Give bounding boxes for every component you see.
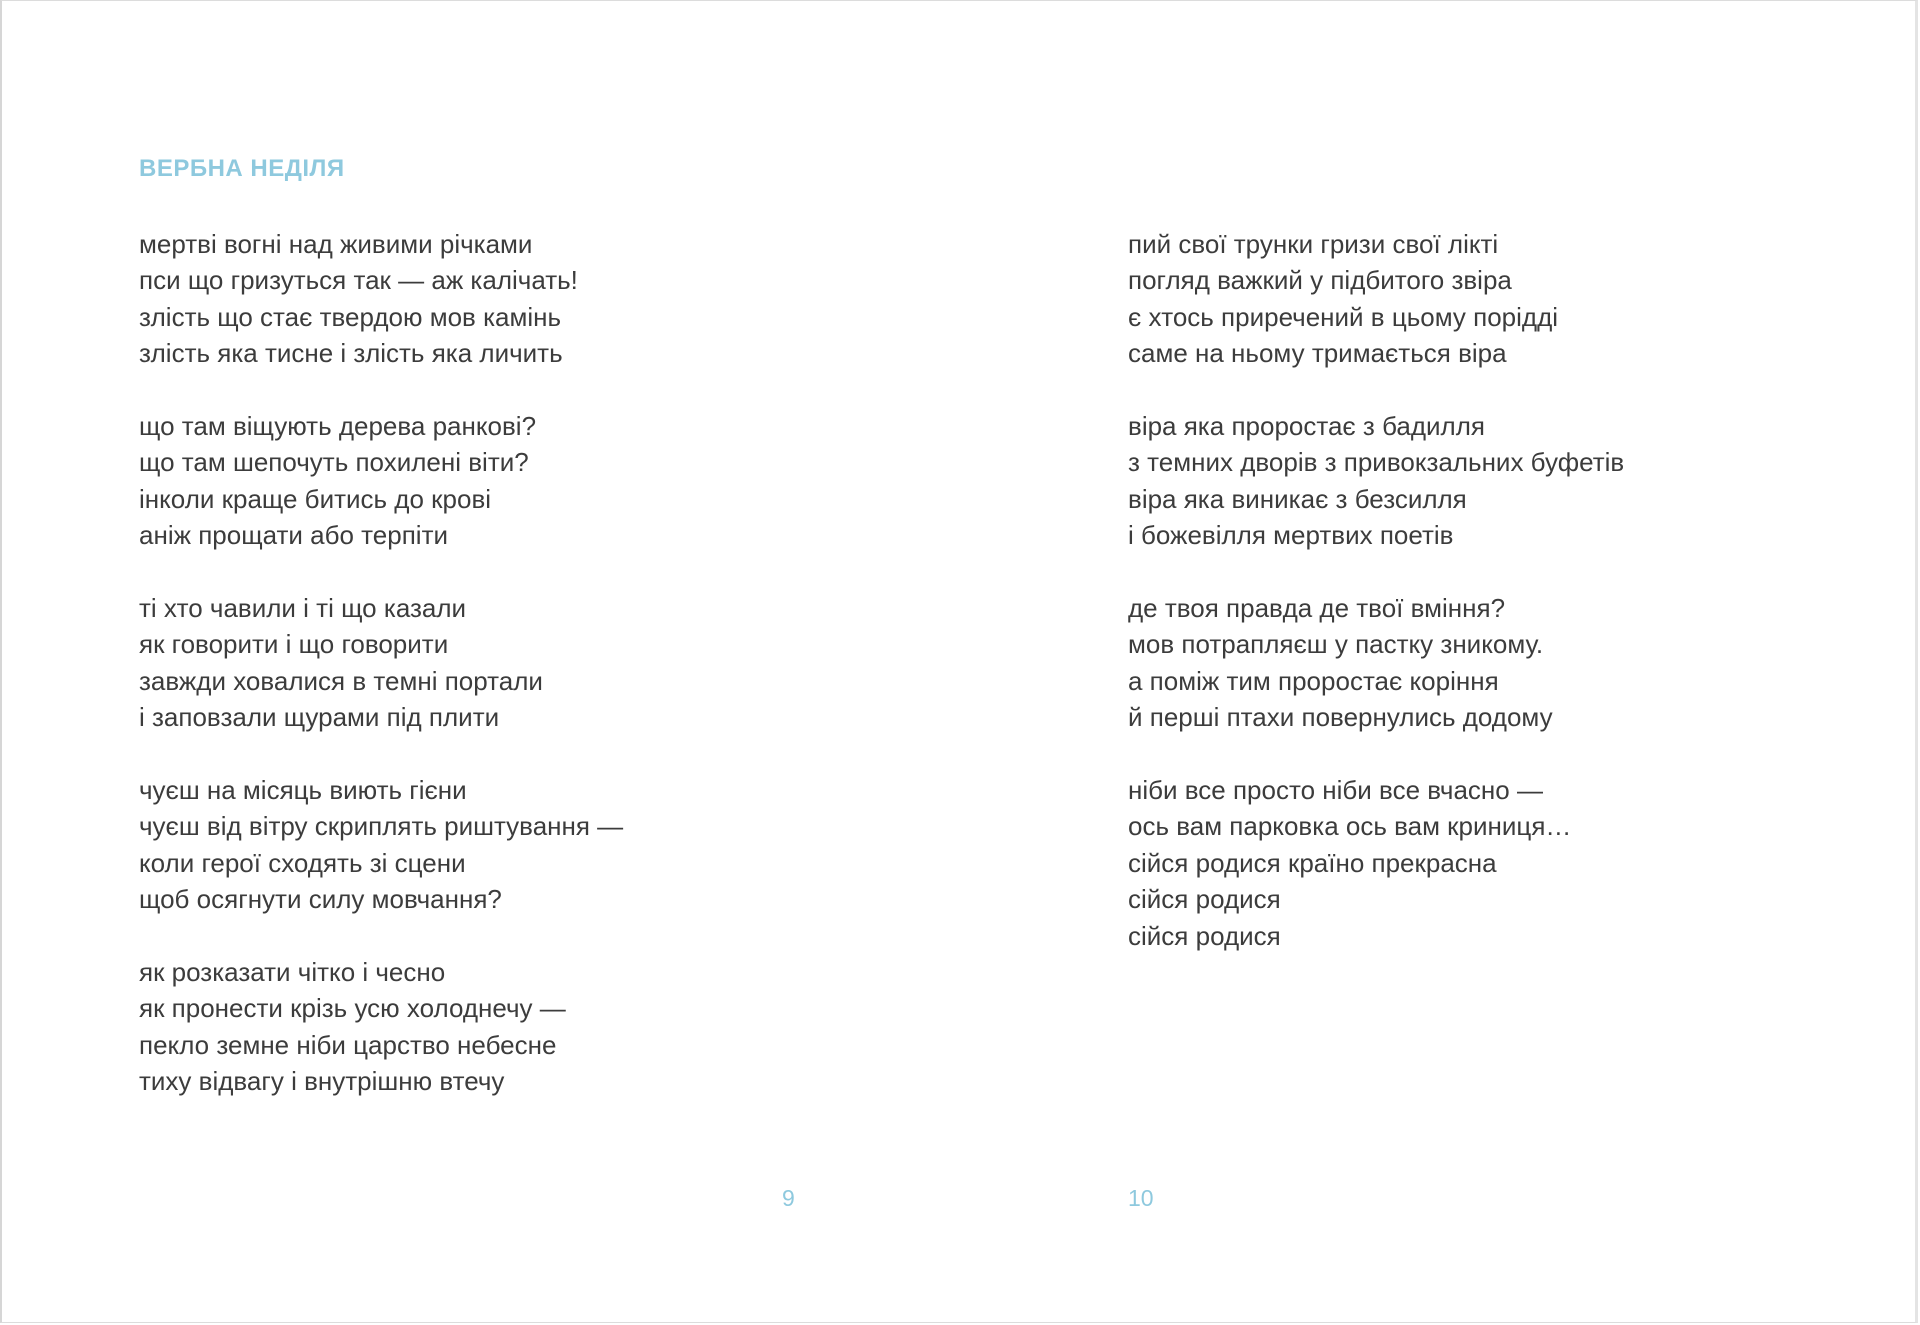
poem-line: пий свої трунки гризи свої лікті <box>1128 229 1499 259</box>
page-number-left: 9 <box>782 1185 795 1211</box>
poem-line: і заповзали щурами під плити <box>139 702 500 733</box>
poem-title: ВЕРБНА НЕДІЛЯ <box>139 155 345 182</box>
poem-line: тиху відвагу і внутрішню втечу <box>139 1066 505 1097</box>
poem-line: чуєш на місяць виють гієни <box>139 775 467 806</box>
poem-line: як говорити і що говорити <box>139 629 449 660</box>
poem-line: а поміж тим проростає коріння <box>1128 665 1499 696</box>
poem-line: мертві вогні над живими річками <box>139 229 533 259</box>
poem-line: злість що стає твердою мов камінь <box>139 301 562 332</box>
poem-line: саме на ньому тримається віра <box>1128 338 1507 369</box>
left-page-poem <box>139 226 623 1100</box>
poem-line: пекло земне ніби царство небесне <box>139 1029 557 1060</box>
poem-line: чуєш від вітру скриплять риштування — <box>139 811 624 842</box>
poem-line: і божевілля мертвих поетів <box>1128 520 1454 551</box>
stanza <box>1128 408 1624 554</box>
poem-line: віра яка проростає з бадилля <box>1128 411 1485 442</box>
poem-line: коли герої сходять зі сцени <box>139 847 466 878</box>
page-number-right: 10 <box>1128 1185 1154 1211</box>
poem-line: ніби все просто ніби все вчасно — <box>1128 775 1543 806</box>
poem-line: погляд важкий у підбитого звіра <box>1128 265 1512 296</box>
poem-line: сійся родися <box>1128 884 1281 915</box>
poem-line: сійся родися <box>1128 920 1281 951</box>
poem-line: ось вам парковка ось вам криниця… <box>1128 811 1572 842</box>
poem-line: інколи краще битись до крові <box>139 483 492 514</box>
stanza <box>139 590 623 736</box>
stanza <box>139 226 623 372</box>
poem-line: віра яка виникає з безсилля <box>1128 483 1467 514</box>
poem-line: злість яка тисне і злість яка личить <box>139 338 563 369</box>
poem-line: й перші птахи повернулись додому <box>1128 702 1553 733</box>
poem-line: аніж прощати або терпіти <box>139 520 449 551</box>
poem-line: що там шепочуть похилені віти? <box>139 447 529 478</box>
stanza <box>1128 772 1624 954</box>
right-page-poem <box>1128 226 1624 954</box>
stanza <box>1128 590 1624 736</box>
stanza <box>139 408 623 554</box>
stanza <box>139 772 623 918</box>
poem-line: пси що гризуться так — аж калічать! <box>139 265 578 296</box>
poem-line: є хтось приречений в цьому поріддi <box>1128 301 1559 332</box>
stanza <box>1128 226 1624 372</box>
poem-line: як пронести крізь усю холоднечу — <box>139 993 566 1024</box>
poem-line: що там віщують дерева ранкові? <box>139 411 537 442</box>
poem-line: де твоя правда де твої вміння? <box>1128 593 1506 624</box>
poem-line: мов потрапляєш у пастку зникому. <box>1128 629 1544 660</box>
stanza <box>139 954 623 1100</box>
poem-line: щоб осягнути силу мовчання? <box>139 884 502 915</box>
poem-line: сійся родися країно прекрасна <box>1128 847 1497 878</box>
poem-line: завжди ховалися в темні портали <box>139 665 543 696</box>
poem-line: ті хто чавили і ті що казали <box>139 593 467 624</box>
poem-line: з темних дворів з привокзальних буфетів <box>1128 447 1625 478</box>
poem-line: як розказати чітко і чесно <box>139 957 446 988</box>
